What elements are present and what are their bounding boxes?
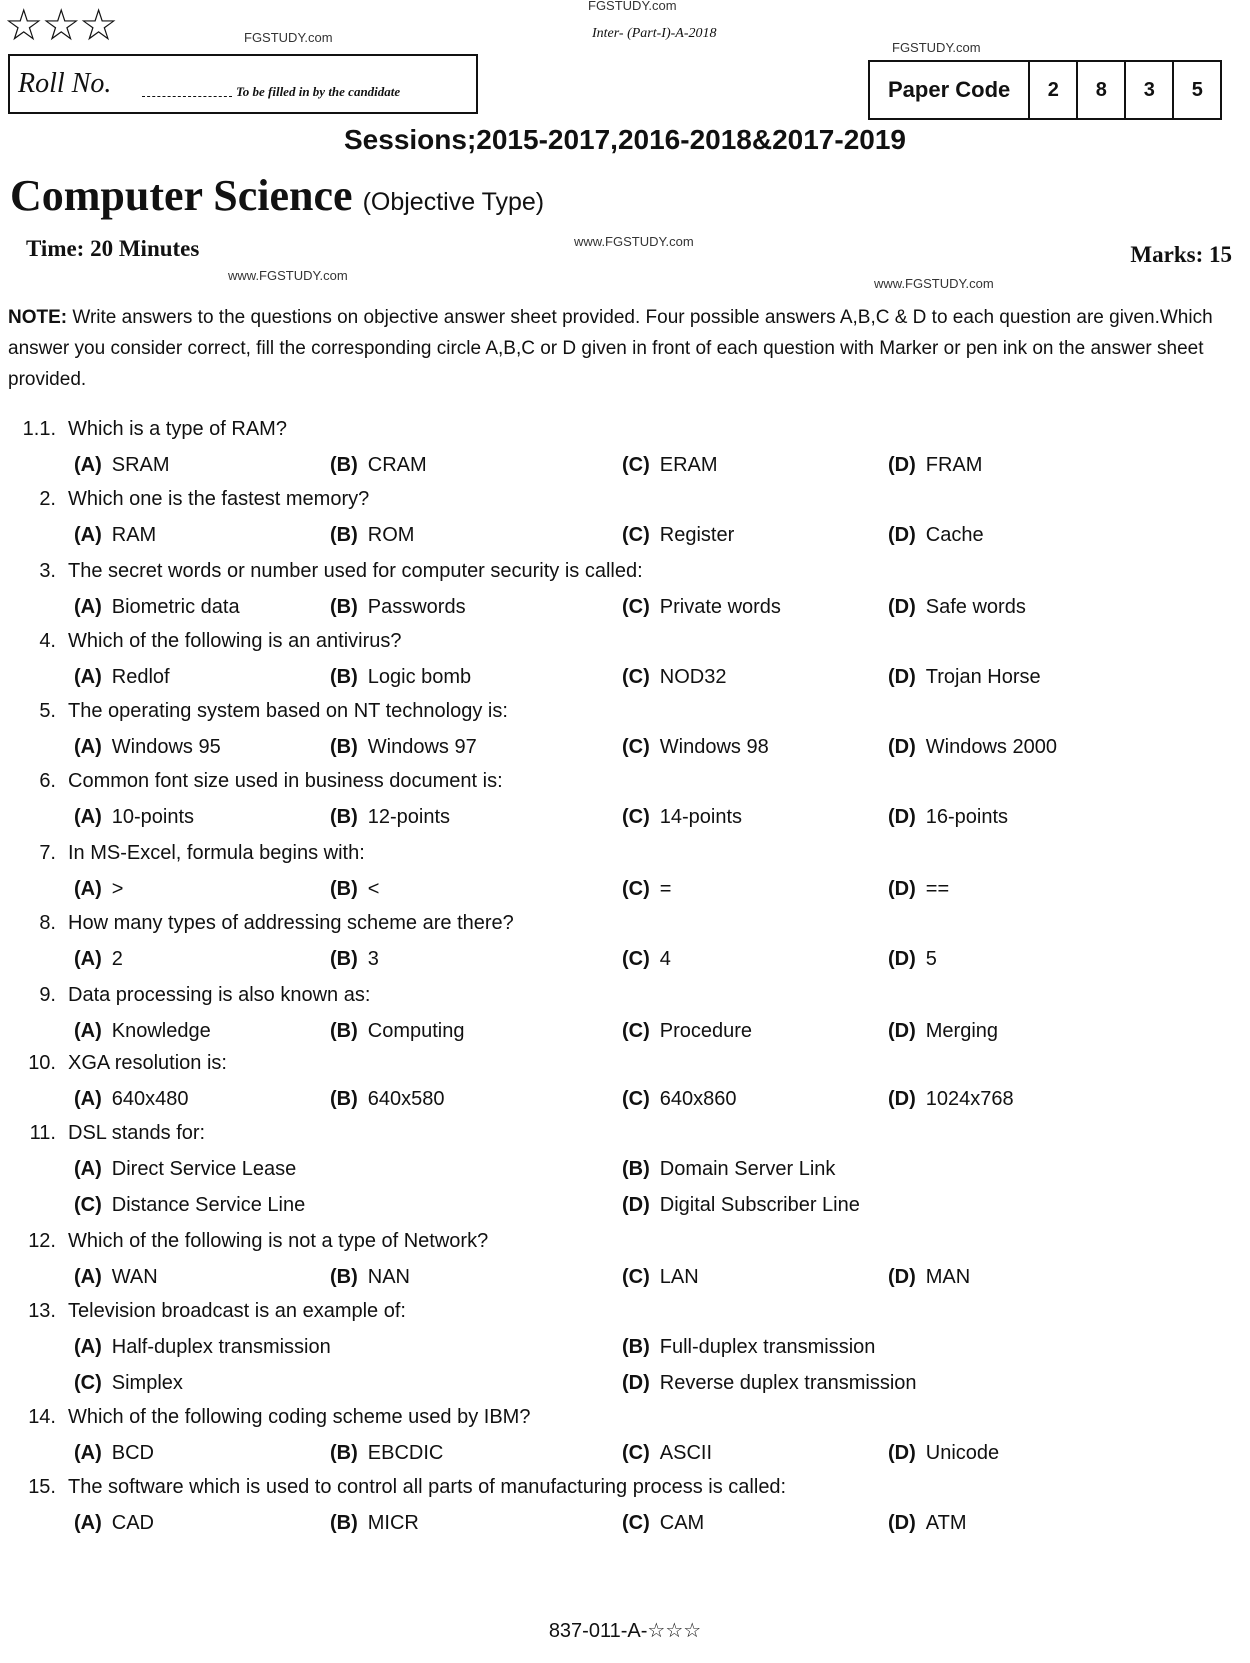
answer-option[interactable] bbox=[622, 878, 671, 901]
option-text: NOD32 bbox=[659, 666, 727, 688]
option-letter: (D) bbox=[888, 524, 916, 546]
option-text: Direct Service Lease bbox=[111, 1158, 297, 1180]
answer-option[interactable] bbox=[622, 1088, 737, 1111]
answer-option[interactable] bbox=[330, 878, 379, 901]
option-letter: (C) bbox=[622, 1512, 650, 1534]
answer-option[interactable] bbox=[74, 1020, 211, 1043]
question-text: In MS-Excel, formula begins with: bbox=[68, 842, 365, 864]
question-text: Which one is the fastest memory? bbox=[68, 488, 370, 510]
question-text: The secret words or number used for computer security is called: bbox=[68, 560, 643, 582]
option-text: CAM bbox=[659, 1512, 705, 1534]
answer-option[interactable] bbox=[330, 736, 477, 759]
note-label: NOTE: bbox=[8, 307, 68, 328]
option-letter: (D) bbox=[888, 1266, 916, 1288]
question-text: How many types of addressing scheme are there? bbox=[68, 912, 514, 934]
option-text: ROM bbox=[367, 524, 415, 546]
option-letter: (B) bbox=[330, 1266, 358, 1288]
option-letter: (A) bbox=[74, 524, 102, 546]
watermark-top: FGSTUDY.com bbox=[588, 0, 677, 13]
answer-option[interactable] bbox=[74, 1194, 305, 1217]
option-text: ATM bbox=[925, 1512, 967, 1534]
option-letter: (C) bbox=[74, 1194, 102, 1216]
option-text: 4 bbox=[659, 948, 671, 970]
option-text: == bbox=[925, 878, 950, 900]
answer-option[interactable] bbox=[622, 524, 734, 547]
option-text: Register bbox=[659, 524, 735, 546]
paper-code-digit: 2 bbox=[1030, 62, 1078, 118]
answer-option[interactable] bbox=[622, 1372, 917, 1395]
question-number: 15. bbox=[28, 1476, 56, 1498]
option-letter: (A) bbox=[74, 1158, 102, 1180]
answer-option[interactable] bbox=[330, 806, 450, 829]
answer-option[interactable] bbox=[888, 454, 982, 477]
option-letter: (D) bbox=[622, 1194, 650, 1216]
answer-option[interactable] bbox=[330, 596, 466, 619]
option-letter: (C) bbox=[622, 806, 650, 828]
option-text: Knowledge bbox=[111, 1020, 211, 1042]
roll-number-field[interactable] bbox=[142, 96, 232, 97]
answer-option[interactable] bbox=[74, 1158, 296, 1181]
watermark-left-2: www.FGSTUDY.com bbox=[228, 268, 348, 283]
answer-option[interactable] bbox=[888, 736, 1057, 759]
option-letter: (C) bbox=[622, 524, 650, 546]
header-stars: ☆☆☆ bbox=[4, 0, 117, 51]
answer-option[interactable] bbox=[74, 1372, 183, 1395]
answer-option[interactable] bbox=[622, 1020, 752, 1043]
answer-option[interactable] bbox=[622, 1194, 860, 1217]
option-letter: (D) bbox=[888, 666, 916, 688]
option-text: RAM bbox=[111, 524, 157, 546]
option-text: Domain Server Link bbox=[659, 1158, 836, 1180]
option-letter: (A) bbox=[74, 878, 102, 900]
option-text: Redlof bbox=[111, 666, 170, 688]
paper-code-digit: 5 bbox=[1191, 78, 1203, 101]
option-text: 5 bbox=[925, 948, 937, 970]
watermark-mid: www.FGSTUDY.com bbox=[574, 234, 694, 249]
option-text: 16-points bbox=[925, 806, 1009, 828]
option-text: ERAM bbox=[659, 454, 718, 476]
option-letter: (D) bbox=[888, 1020, 916, 1042]
question-text: Which is a type of RAM? bbox=[68, 418, 287, 440]
question-number: 3. bbox=[39, 560, 56, 582]
question-number: 13. bbox=[28, 1300, 56, 1322]
watermark-left: FGSTUDY.com bbox=[244, 30, 333, 45]
answer-option[interactable] bbox=[330, 1088, 445, 1111]
option-letter: (A) bbox=[74, 736, 102, 758]
answer-option[interactable] bbox=[888, 878, 949, 901]
question-number: 7. bbox=[39, 842, 56, 864]
question-number: 1.1. bbox=[22, 418, 56, 440]
option-letter: (A) bbox=[74, 1336, 102, 1358]
paper-code-label: Paper Code bbox=[870, 62, 1030, 118]
answer-option[interactable] bbox=[74, 596, 240, 619]
answer-option[interactable] bbox=[330, 524, 414, 547]
option-letter: (B) bbox=[330, 736, 358, 758]
question-text: The operating system based on NT technology is: bbox=[68, 700, 508, 722]
option-text: Procedure bbox=[659, 1020, 753, 1042]
option-text: < bbox=[367, 878, 380, 900]
answer-option[interactable] bbox=[888, 1442, 999, 1465]
answer-option[interactable] bbox=[74, 878, 123, 901]
sessions-heading: Sessions;2015-2017,2016-2018&2017-2019 bbox=[344, 124, 906, 155]
option-letter: (A) bbox=[74, 666, 102, 688]
option-letter: (B) bbox=[330, 524, 358, 546]
answer-option[interactable] bbox=[622, 1158, 835, 1181]
answer-option[interactable] bbox=[74, 1442, 154, 1465]
answer-option[interactable] bbox=[74, 1088, 189, 1111]
option-letter: (D) bbox=[888, 1512, 916, 1534]
paper-code-digit: 3 bbox=[1126, 62, 1174, 118]
question-text: Which of the following is not a type of Network? bbox=[68, 1230, 489, 1252]
question-text: Data processing is also known as: bbox=[68, 984, 371, 1006]
option-letter: (C) bbox=[622, 1020, 650, 1042]
watermark-right: FGSTUDY.com bbox=[892, 40, 981, 55]
option-letter: (B) bbox=[330, 666, 358, 688]
option-letter: (B) bbox=[330, 948, 358, 970]
paper-footer: 837-011-A-☆☆☆ bbox=[548, 1620, 702, 1642]
question-text: Which of the following is an antivirus? bbox=[68, 630, 402, 652]
option-letter: (D) bbox=[888, 1088, 916, 1110]
answer-option[interactable] bbox=[74, 1266, 158, 1289]
option-text: Safe words bbox=[925, 596, 1026, 618]
question-number: 8. bbox=[39, 912, 56, 934]
option-letter: (C) bbox=[622, 454, 650, 476]
option-text: Reverse duplex transmission bbox=[659, 1372, 917, 1394]
answer-option[interactable] bbox=[888, 1020, 998, 1043]
option-text: Cache bbox=[925, 524, 984, 546]
option-letter: (B) bbox=[622, 1336, 650, 1358]
question-text: Common font size used in business document is: bbox=[68, 770, 503, 792]
answer-option[interactable] bbox=[622, 1336, 875, 1359]
option-letter: (D) bbox=[622, 1372, 650, 1394]
option-text: Windows 95 bbox=[111, 736, 221, 758]
option-text: Full-duplex transmission bbox=[659, 1336, 876, 1358]
paper-code-box bbox=[868, 60, 1222, 120]
answer-option[interactable] bbox=[622, 666, 726, 689]
option-text: Private words bbox=[659, 596, 781, 618]
subject-title bbox=[10, 170, 544, 221]
question-number: 6. bbox=[39, 770, 56, 792]
option-text: NAN bbox=[367, 1266, 410, 1288]
option-letter: (B) bbox=[330, 454, 358, 476]
option-text: Biometric data bbox=[111, 596, 240, 618]
option-text: Windows 97 bbox=[367, 736, 477, 758]
option-text: MAN bbox=[925, 1266, 971, 1288]
answer-option[interactable] bbox=[622, 1512, 704, 1535]
time-allowed: Time: 20 Minutes bbox=[26, 236, 200, 261]
instructions-note bbox=[8, 302, 1223, 395]
option-text: Logic bomb bbox=[367, 666, 472, 688]
option-text: 14-points bbox=[659, 806, 743, 828]
answer-option[interactable] bbox=[74, 948, 123, 971]
roll-number-label: Roll No. bbox=[18, 68, 112, 99]
option-text: 2 bbox=[111, 948, 123, 970]
answer-option[interactable] bbox=[622, 948, 671, 971]
option-letter: (D) bbox=[888, 806, 916, 828]
option-text: 640x860 bbox=[659, 1088, 737, 1110]
question-number: 12. bbox=[28, 1230, 56, 1252]
question-text: XGA resolution is: bbox=[68, 1052, 227, 1074]
option-text: FRAM bbox=[925, 454, 983, 476]
answer-option[interactable] bbox=[622, 806, 742, 829]
option-text: EBCDIC bbox=[367, 1442, 444, 1464]
option-letter: (D) bbox=[888, 1442, 916, 1464]
question-number: 14. bbox=[28, 1406, 56, 1428]
option-text: Distance Service Line bbox=[111, 1194, 306, 1216]
answer-option[interactable] bbox=[888, 524, 984, 547]
paper-reference: Inter- (Part-I)-A-2018 bbox=[592, 26, 717, 41]
answer-option[interactable] bbox=[888, 1088, 1014, 1111]
answer-option[interactable] bbox=[888, 1266, 970, 1289]
question-text: Television broadcast is an example of: bbox=[68, 1300, 406, 1322]
question-number: 2. bbox=[39, 488, 56, 510]
option-letter: (D) bbox=[888, 948, 916, 970]
question-number: 5. bbox=[39, 700, 56, 722]
option-letter: (C) bbox=[622, 948, 650, 970]
option-letter: (A) bbox=[74, 1442, 102, 1464]
note-text: Write answers to the questions on objective answer sheet provided. Four possible answers A,B,C & D to each question are given.Which answer you consider correct, fill the corresponding circle A,B,C or D given in front of each question with Marker or pen ink on the answer sheet provided. bbox=[8, 307, 1213, 390]
answer-option[interactable] bbox=[74, 1512, 154, 1535]
roll-number-box bbox=[8, 54, 478, 114]
question-text: Which of the following coding scheme used by IBM? bbox=[68, 1406, 531, 1428]
answer-option[interactable] bbox=[622, 1442, 712, 1465]
option-letter: (B) bbox=[330, 596, 358, 618]
option-text: Computing bbox=[367, 1020, 465, 1042]
option-text: 10-points bbox=[111, 806, 195, 828]
option-letter: (C) bbox=[74, 1372, 102, 1394]
answer-option[interactable] bbox=[888, 1512, 967, 1535]
option-letter: (C) bbox=[622, 666, 650, 688]
option-text: SRAM bbox=[111, 454, 170, 476]
option-text: Unicode bbox=[925, 1442, 1000, 1464]
answer-option[interactable] bbox=[622, 596, 781, 619]
option-text: Windows 2000 bbox=[925, 736, 1057, 758]
option-text: BCD bbox=[111, 1442, 154, 1464]
answer-option[interactable] bbox=[888, 948, 937, 971]
option-letter: (A) bbox=[74, 1020, 102, 1042]
option-letter: (C) bbox=[622, 878, 650, 900]
option-text: 640x580 bbox=[367, 1088, 445, 1110]
option-text: > bbox=[111, 878, 124, 900]
option-text: Digital Subscriber Line bbox=[659, 1194, 860, 1216]
option-letter: (D) bbox=[888, 878, 916, 900]
answer-option[interactable] bbox=[330, 454, 427, 477]
option-letter: (C) bbox=[622, 1266, 650, 1288]
option-text: Half-duplex transmission bbox=[111, 1336, 331, 1358]
option-letter: (A) bbox=[74, 1266, 102, 1288]
subject-name: Computer Science bbox=[10, 171, 353, 220]
question-text: The software which is used to control all parts of manufacturing process is called: bbox=[68, 1476, 787, 1498]
question-number: 11. bbox=[29, 1122, 56, 1144]
option-letter: (C) bbox=[622, 1442, 650, 1464]
answer-option[interactable] bbox=[74, 666, 170, 689]
answer-option[interactable] bbox=[622, 454, 718, 477]
option-text: Merging bbox=[925, 1020, 999, 1042]
answer-option[interactable] bbox=[622, 736, 769, 759]
answer-option[interactable] bbox=[888, 596, 1026, 619]
answer-option[interactable] bbox=[74, 454, 170, 477]
option-letter: (D) bbox=[888, 736, 916, 758]
option-text: WAN bbox=[111, 1266, 158, 1288]
question-number: 10. bbox=[28, 1052, 56, 1074]
option-letter: (B) bbox=[330, 1088, 358, 1110]
answer-option[interactable] bbox=[330, 1266, 410, 1289]
answer-option[interactable] bbox=[74, 524, 156, 547]
roll-number-note: To be filled in by the candidate bbox=[236, 84, 401, 99]
option-letter: (D) bbox=[888, 596, 916, 618]
option-text: MICR bbox=[367, 1512, 419, 1534]
option-text: 12-points bbox=[367, 806, 451, 828]
watermark-right-2: www.FGSTUDY.com bbox=[874, 276, 994, 291]
option-letter: (B) bbox=[330, 1020, 358, 1042]
option-letter: (B) bbox=[622, 1158, 650, 1180]
option-letter: (A) bbox=[74, 806, 102, 828]
answer-option[interactable] bbox=[74, 1336, 331, 1359]
option-letter: (A) bbox=[74, 1088, 102, 1110]
option-letter: (A) bbox=[74, 1512, 102, 1534]
option-letter: (C) bbox=[622, 596, 650, 618]
option-letter: (B) bbox=[330, 1442, 358, 1464]
option-letter: (A) bbox=[74, 596, 102, 618]
answer-option[interactable] bbox=[888, 666, 1041, 689]
option-letter: (A) bbox=[74, 454, 102, 476]
option-letter: (B) bbox=[330, 878, 358, 900]
option-text: 1024x768 bbox=[925, 1088, 1014, 1110]
answer-option[interactable] bbox=[888, 806, 1008, 829]
option-letter: (B) bbox=[330, 806, 358, 828]
question-number: 9. bbox=[39, 984, 56, 1006]
answer-option[interactable] bbox=[622, 1266, 699, 1289]
question-text: DSL stands for: bbox=[68, 1122, 206, 1144]
paper-code-digit: 8 bbox=[1078, 62, 1126, 118]
answer-option[interactable] bbox=[330, 666, 471, 689]
option-text: Simplex bbox=[111, 1372, 183, 1394]
option-text: CAD bbox=[111, 1512, 154, 1534]
option-letter: (C) bbox=[622, 1088, 650, 1110]
option-text: Windows 98 bbox=[659, 736, 769, 758]
option-letter: (B) bbox=[330, 1512, 358, 1534]
question-number: 4. bbox=[39, 630, 56, 652]
answer-option[interactable] bbox=[330, 1512, 419, 1535]
option-letter: (C) bbox=[622, 736, 650, 758]
option-text: 3 bbox=[367, 948, 379, 970]
answer-option[interactable] bbox=[330, 948, 379, 971]
option-text: = bbox=[659, 878, 672, 900]
total-marks: Marks: 15 bbox=[1130, 242, 1232, 267]
option-letter: (A) bbox=[74, 948, 102, 970]
option-text: 640x480 bbox=[111, 1088, 189, 1110]
answer-option[interactable] bbox=[330, 1442, 443, 1465]
option-text: Passwords bbox=[367, 596, 466, 618]
option-letter: (D) bbox=[888, 454, 916, 476]
answer-option[interactable] bbox=[330, 1020, 464, 1043]
subject-type: (Objective Type) bbox=[362, 188, 545, 216]
option-text: Trojan Horse bbox=[925, 666, 1041, 688]
option-text: LAN bbox=[659, 1266, 699, 1288]
option-text: ASCII bbox=[659, 1442, 713, 1464]
answer-option[interactable] bbox=[74, 806, 194, 829]
option-text: CRAM bbox=[367, 454, 427, 476]
answer-option[interactable] bbox=[74, 736, 221, 759]
